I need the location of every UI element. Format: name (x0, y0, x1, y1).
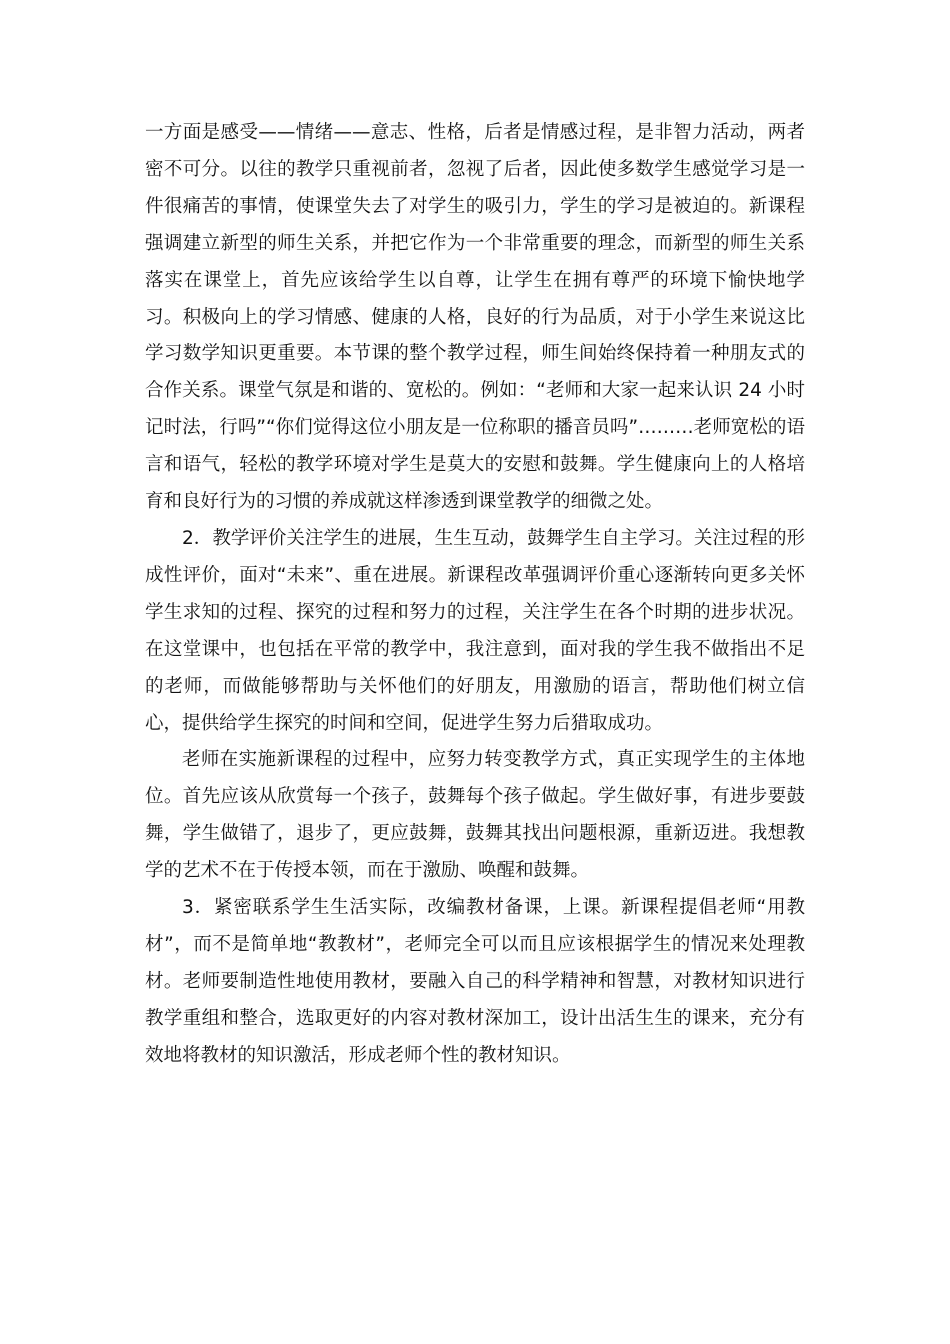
paragraph-2: 2．教学评价关注学生的进展，生生互动，鼓舞学生自主学习。关注过程的形成性评价，面对“未来”、重在进展。新课程改革强调评价重心逐渐转向更多关怀学生求知的过程、探究的过程和努力的过程，关注学生在各个时期的进步状况。在这堂课中，也包括在平常的教学中，我注意到，面对我的学生我不做指出不足的老师，而做能够帮助与关怀他们的好朋友，用激励的语言，帮助他们树立信心，提供给学生探究的时间和空间，促进学生努力后猎取成功。 (145, 527, 805, 734)
paragraph-4: 3．紧密联系学生生活实际，改编教材备课，上课。新课程提倡老师“用教材”，而不是简单地“教教材”，老师完全可以而且应该根据学生的情况来处理教材。老师要制造性地使用教材，要融入自己的科学精神和智慧，对教材知识进行教学重组和整合，选取更好的内容对教材深加工，设计出活生生的课来，充分有效地将教材的知识激活，形成老师个性的教材知识。 (145, 897, 805, 1066)
paragraph-3: 老师在实施新课程的过程中，应努力转变教学方式，真正实现学生的主体地位。首先应该从欣赏每一个孩子，鼓舞每个孩子做起。学生做好事，有进步要鼓舞，学生做错了，退步了，更应鼓舞，鼓舞其找出问题根源，重新迈进。我想教学的艺术不在于传授本领，而在于激励、唤醒和鼓舞。 (145, 749, 805, 882)
document-body (145, 115, 805, 1075)
paragraph-1: 一方面是感受——情绪——意志、性格，后者是情感过程，是非智力活动，两者密不可分。以往的教学只重视前者，忽视了后者，因此使多数学生感觉学习是一件很痛苦的事情，使课堂失去了对学生的吸引力，学生的学习是被迫的。新课程强调建立新型的师生关系，并把它作为一个非常重要的理念，而新型的师生关系落实在课堂上，首先应该给学生以自尊，让学生在拥有尊严的环境下愉快地学习。积极向上的学习情感、健康的人格，良好的行为品质，对于小学生来说这比学习数学知识更重要。本节课的整个教学过程，师生间始终保持着一种朋友式的合作关系。课堂气氛是和谐的、宽松的。例如：“老师和大家一起来认识 24 小时记时法，行吗”“你们觉得这位小朋友是一位称职的播音员吗”………老师宽松的语言和语气，轻松的教学环境对学生是莫大的安慰和鼓舞。学生健康向上的人格培育和良好行为的习惯的养成就这样渗透到课堂教学的细微之处。 (145, 122, 805, 513)
